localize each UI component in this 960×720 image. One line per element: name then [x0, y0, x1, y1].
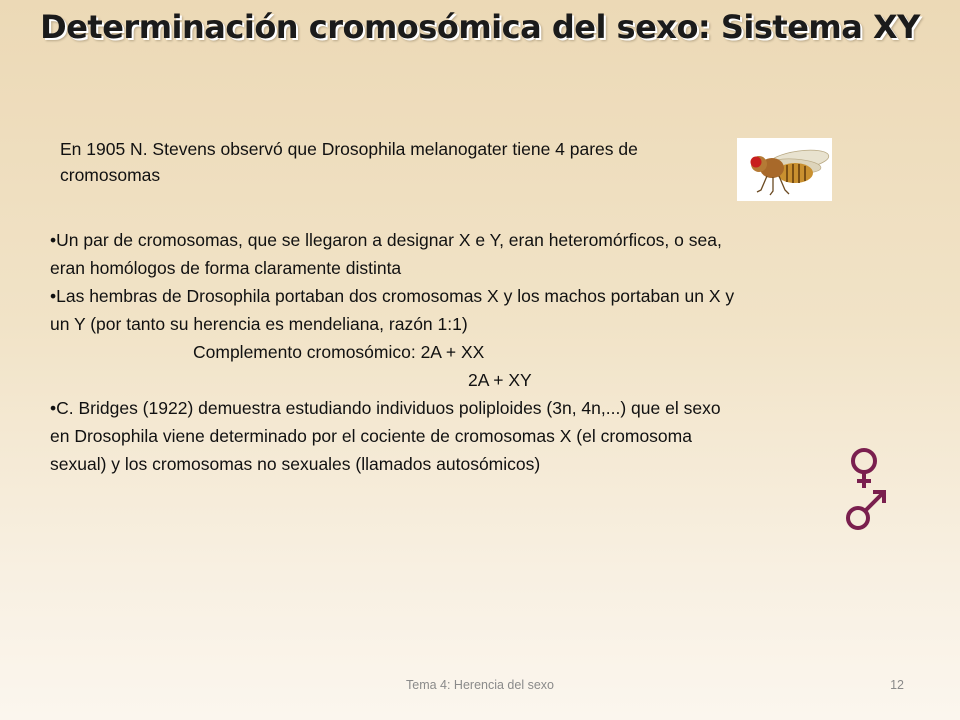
fly-icon [737, 138, 832, 201]
bullet-2-line-1: •Las hembras de Drosophila portaban dos cromosomas X y los machos portaban un X y [50, 286, 735, 306]
bullet-3-line-3: sexual) y los cromosomas no sexuales (llamados autosómicos) [50, 454, 541, 474]
bullet-3-line-2: en Drosophila viene determinado por el cociente de cromosomas X (el cromosoma [50, 426, 692, 446]
footer-topic: Tema 4: Herencia del sexo [406, 678, 554, 692]
bullet-1-line-2: eran homólogos de forma claramente distinta [50, 258, 402, 278]
intro-paragraph [60, 136, 760, 188]
sex-symbols [838, 444, 898, 534]
bullet-list [50, 226, 910, 478]
bullet-1-line-1: •Un par de cromosomas, que se llegaron a designar X e Y, eran heteromórficos, o sea, [50, 230, 722, 250]
complement-line-2: 2A + XY [468, 370, 532, 390]
page-number: 12 [890, 678, 904, 692]
bullet-3-line-1: •C. Bridges (1922) demuestra estudiando individuos poliploides (3n, 4n,...) que el sexo [50, 398, 721, 418]
complement-line-1: Complemento cromosómico: 2A + XX [193, 342, 485, 362]
intro-line-1: En 1905 N. Stevens observó que Drosophila melanogater tiene 4 pares de [60, 139, 638, 159]
bullet-2-line-2: un Y (por tanto su herencia es mendeliana, razón 1:1) [50, 314, 468, 334]
slide-title: Determinación cromosómica del sexo: Sistema XY [40, 8, 920, 46]
intro-line-2: cromosomas [60, 165, 161, 185]
male-symbol-icon [848, 492, 884, 528]
female-symbol-icon [853, 450, 875, 488]
drosophila-image [737, 138, 832, 201]
